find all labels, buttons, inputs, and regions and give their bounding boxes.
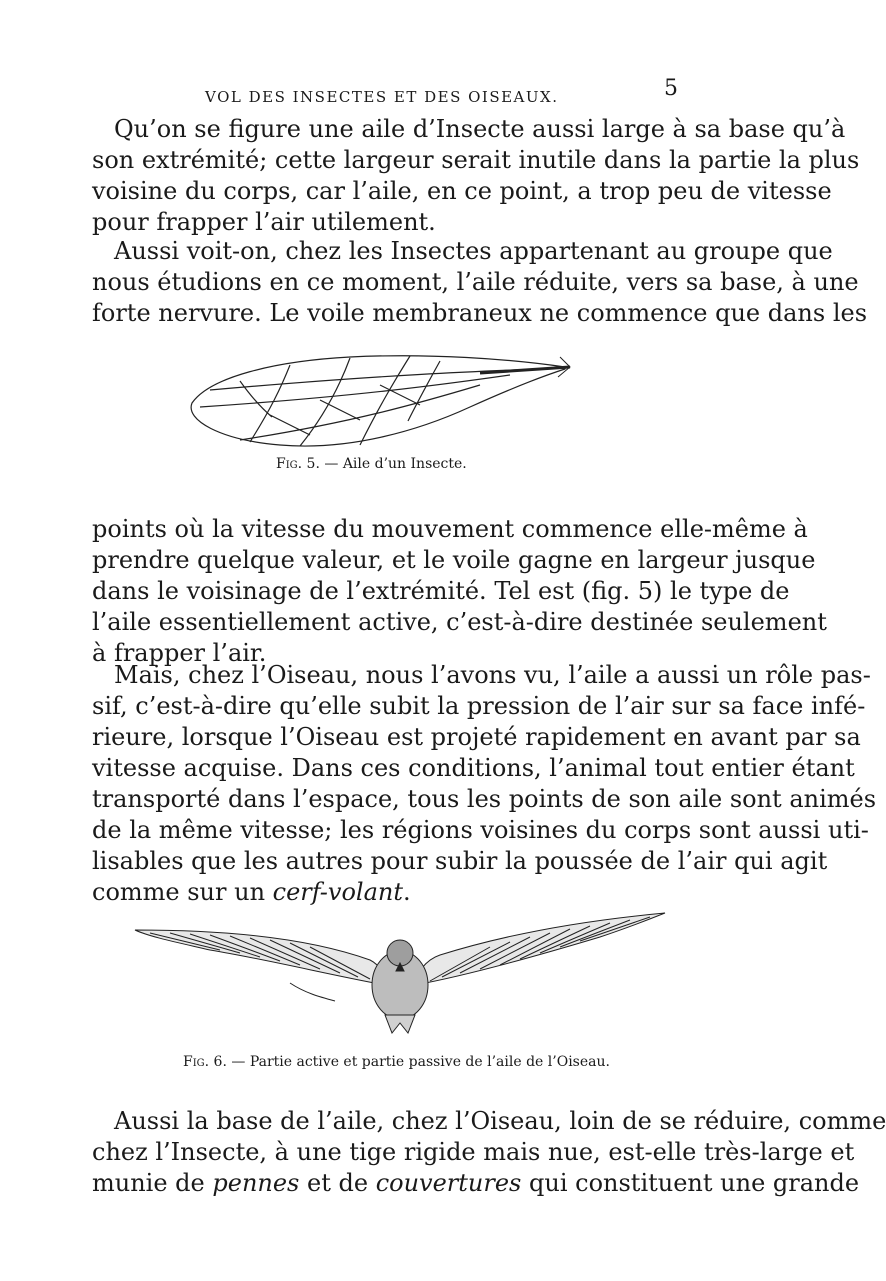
text-line: vitesse acquise. Dans ces conditions, l’animal tout entier étant (92, 754, 855, 782)
text-segment: et de (299, 1169, 376, 1197)
text-line: prendre quelque valeur, et le voile gagne en largeur jusque (92, 546, 816, 574)
text-segment: comme sur un (92, 878, 273, 906)
figure-6-label: Fig. 6. (183, 1054, 227, 1070)
paragraph-1 (92, 114, 860, 238)
text-line: nous étudions en ce moment, l’aile réduite, vers sa base, à une (92, 268, 859, 296)
bird-drawing (135, 913, 665, 1033)
text-segment: munie de (92, 1169, 213, 1197)
text-line: Mais, chez l’Oiseau, nous l’avons vu, l’aile a aussi un rôle pas- (114, 661, 871, 689)
text-line: dans le voisinage de l’extrémité. Tel est (fig. 5) le type de (92, 577, 790, 605)
text-line: Qu’on se figure une aile d’Insecte aussi large à sa base qu’à (114, 115, 846, 143)
text-line: rieure, lorsque l’Oiseau est projeté rapidement en avant par sa (92, 723, 861, 751)
text-line: pour frapper l’air utilement. (92, 208, 436, 236)
running-header: VOL DES INSECTES ET DES OISEAUX. (205, 88, 559, 106)
figure-6-caption-text: — Partie active et partie passive de l’aile de l’Oiseau. (231, 1054, 610, 1070)
text-line (92, 1168, 860, 1199)
figure-5-caption (276, 456, 467, 472)
text-line: de la même vitesse; les régions voisines du corps sont aussi uti- (92, 816, 869, 844)
paragraph-3 (92, 514, 827, 669)
figure-5-caption-text: — Aile d’un Insecte. (324, 456, 467, 472)
text-line: lisables que les autres pour subir la poussée de l’air qui agit (92, 847, 828, 875)
figure-6-caption (183, 1054, 610, 1070)
text-segment: . (403, 878, 411, 906)
paragraph-4 (92, 660, 877, 908)
insect-wing-figure (180, 345, 580, 460)
italic-term: cerf-volant (272, 878, 404, 906)
text-line: points où la vitesse du mouvement commence elle-même à (92, 515, 808, 543)
text-line: voisine du corps, car l’aile, en ce point, a trop peu de vitesse (92, 177, 832, 205)
text-line: forte nervure. Le voile membraneux ne commence que dans les (92, 299, 868, 327)
paragraph-2 (92, 236, 868, 329)
text-line: son extrémité; cette largeur serait inutile dans la partie la plus (92, 146, 860, 174)
insect-wing-drawing (191, 356, 570, 446)
text-line: Aussi voit-on, chez les Insectes appartenant au groupe que (114, 237, 833, 265)
text-line: chez l’Insecte, à une tige rigide mais nue, est-elle très-large et (92, 1138, 855, 1166)
text-segment: qui constituent une grande (521, 1169, 860, 1197)
paragraph-5 (92, 1106, 886, 1199)
figure-5-label: Fig. 5. (276, 456, 320, 472)
text-line: l’aile essentiellement active, c’est-à-dire destinée seulement (92, 608, 827, 636)
text-line: Aussi la base de l’aile, chez l’Oiseau, loin de se réduire, comme (114, 1107, 886, 1135)
text-line: transporté dans l’espace, tous les points de son aile sont animés (92, 785, 877, 813)
page-number: 5 (664, 76, 678, 101)
bird-figure (130, 905, 670, 1040)
italic-term: pennes (212, 1169, 300, 1197)
text-line (92, 877, 692, 908)
text-line: à frapper l’air. (92, 639, 267, 667)
italic-term: couvertures (375, 1169, 522, 1197)
text-line: sif, c’est-à-dire qu’elle subit la pression de l’air sur sa face infé- (92, 692, 866, 720)
